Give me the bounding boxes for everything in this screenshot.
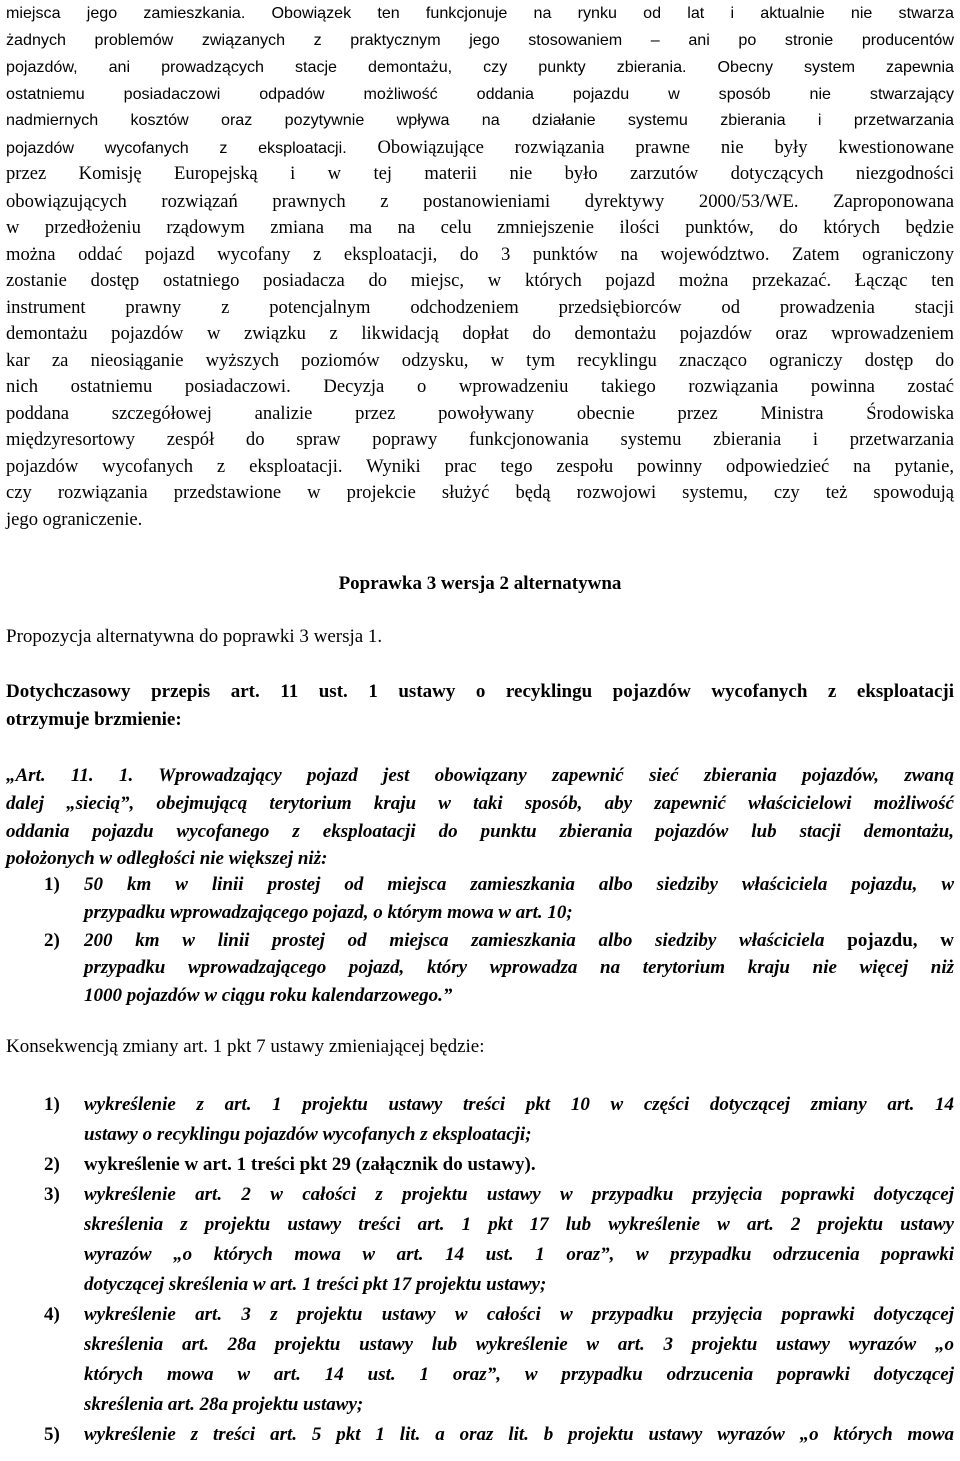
text-line: ostatniemu posiadaczowi odpadów możliwość oddania pojazdu w sposób nie stwarzający: [6, 84, 954, 103]
text-line: wykreślenie art. 2 w całości z projektu ustawy w przypadku przyjęcia poprawki dotyczącej: [84, 1184, 954, 1205]
item-number: 1): [44, 874, 60, 895]
text-line: skreślenia z projektu ustawy treści art. 1 pkt 17 lub wykreślenie w art. 2 projektu ustawy: [84, 1214, 954, 1235]
text-line: wyrazów „o których mowa w art. 14 ust. 1 oraz”, w przypadku odrzucenia poprawki: [84, 1244, 954, 1265]
text-line: Dotychczasowy przepis art. 11 ust. 1 ustawy o recyklingu pojazdów wycofanych z eksploatacji: [6, 681, 954, 702]
article-text: [6, 762, 954, 873]
text-line: nich ostatniemu posiadaczowi. Decyzja o wprowadzeniu takiego rozwiązania powinna zostać: [6, 376, 954, 397]
text-line: czy rozwiązania przedstawione w projekcie służyć będą rozwojowi systemu, czy też spowodują: [6, 482, 954, 503]
consequence-list: [6, 1090, 954, 1450]
text-fragment: 200 km w linii prostej od miejsca zamieszkania albo siedziby właściciela: [84, 929, 848, 951]
text-fragment: pojazdu,: [847, 929, 918, 951]
text-fragment: w: [917, 929, 954, 951]
text-line: zostanie dostęp ostatniego posiadacza do miejsc, w których pojazd można przekazać. Łącząc ten: [6, 270, 954, 291]
text-line: 1000 pojazdów w ciągu roku kalendarzowego.”: [84, 985, 453, 1007]
section-heading: [0, 571, 960, 597]
intro-paragraph: [6, 0, 954, 533]
text-line: demontażu pojazdów w związku z likwidacją dopłat do demontażu pojazdów oraz wprowadzeniem: [6, 323, 954, 344]
item-number: 4): [44, 1304, 60, 1325]
text-line: dalej „siecią”, obejmującą terytorium kraju w taki sposób, aby zapewnić właścicielowi możliwość: [6, 792, 954, 814]
list-item: [6, 871, 954, 927]
item-number: 3): [44, 1184, 60, 1205]
text-line: wykreślenie w art. 1 treści pkt 29 (załącznik do ustawy).: [84, 1154, 536, 1175]
consequence-intro: Konsekwencją zmiany art. 1 pkt 7 ustawy zmieniającej będzie:: [6, 1036, 485, 1057]
text-line: przypadku wprowadzającego pojazd, który wprowadza na terytorium kraju nie więcej niż: [84, 957, 954, 979]
text-line: wykreślenie z art. 1 projektu ustawy treści pkt 10 w części dotyczącej zmiany art. 14: [84, 1094, 954, 1115]
text-line: dotyczącej skreślenia w art. 1 treści pkt 17 projektu ustawy;: [84, 1274, 547, 1295]
list-item: [6, 1090, 954, 1150]
text-line: żadnych problemów związanych z praktycznym jego stosowaniem – ani po stronie producentów: [6, 30, 954, 49]
text-line: wykreślenie z treści art. 5 pkt 1 lit. a oraz lit. b projektu ustawy wyrazów „o których mowa: [84, 1424, 954, 1445]
list-item: [6, 1150, 954, 1180]
text-line: otrzymuje brzmienie:: [6, 709, 182, 730]
text-line: [6, 53, 954, 81]
item-number: 2): [44, 929, 60, 951]
text-fragment: pojazdów, ani prowadzących stacje demontażu, czy punkty zbierania.: [6, 58, 687, 76]
text-line: [84, 927, 954, 955]
text-line: kar za nieosiąganie wyższych poziomów odzysku, w tym recyklingu znacząco ograniczy dostęp do: [6, 349, 954, 371]
text-line: jego ograniczenie.: [6, 508, 143, 530]
text-line: 50 km w linii prostej od miejsca zamieszkania albo siedziby właściciela pojazdu, w: [84, 874, 954, 895]
text-line: oddania pojazdu wycofanego z eksploatacji do punktu zbierania pojazdów lub stacji demontażu,: [6, 820, 954, 842]
text-fragment: Obowiązujące rozwiązania prawne nie były kwestionowane: [346, 136, 954, 158]
text-fragment: obowiązujących rozwiązań prawnych z postanowieniami dyrektywy 2000/53/WE.: [6, 190, 799, 212]
text-line: ustawy o recyklingu pojazdów wycofanych z eksploatacji;: [84, 1124, 532, 1145]
heading-text: Poprawka 3 wersja 2 alternatywna: [338, 573, 622, 594]
text-line: w przedłożeniu rządowym zmiana ma na celu zmniejszenie ilości punktów, do których będzie: [6, 217, 954, 238]
list-item: [6, 927, 954, 1010]
text-line: przez Komisję Europejską i w tej materii nie było zarzutów dotyczących niezgodności: [6, 163, 954, 184]
text-line: nadmiernych kosztów oraz pozytywnie wpływa na działanie systemu zbierania i przetwarzania: [6, 111, 954, 129]
text-line: położonych w odległości nie większej niż:: [6, 848, 328, 870]
current-provision: [6, 678, 954, 734]
text-line: miejsca jego zamieszkania. Obowiązek ten funkcjonuje na rynku od lat i aktualnie nie stwarza: [6, 4, 954, 22]
text-line: skreślenia art. 28a projektu ustawy;: [84, 1394, 364, 1415]
text-line: [6, 134, 954, 162]
proposal-note: Propozycja alternatywna do poprawki 3 wersja 1.: [6, 626, 383, 647]
text-line: pojazdów wycofanych z eksploatacji. Wyniki prac tego zespołu powinny odpowiedzieć na pytanie,: [6, 455, 954, 477]
text-line: instrument prawny z potencjalnym odchodzeniem przedsiębiorców od prowadzenia stacji: [6, 296, 954, 318]
text-fragment: pojazdów wycofanych z eksploatacji.: [6, 138, 347, 157]
list-item: [6, 1300, 954, 1420]
text-line: międzyresortowy zespół do spraw poprawy funkcjonowania systemu zbierania i przetwarzania: [6, 429, 954, 450]
text-line: poddana szczegółowej analizie przez powoływany obecnie przez Ministra Środowiska: [6, 402, 954, 424]
text-line: skreślenia art. 28a projektu ustawy lub wykreślenie w art. 3 projektu ustawy wyrazów „o: [84, 1334, 954, 1355]
list-item: [6, 1180, 954, 1300]
text-line: wykreślenie art. 3 z projektu ustawy w całości w przypadku przyjęcia poprawki dotyczącej: [84, 1304, 954, 1325]
text-line: [6, 188, 954, 216]
list-item: [6, 1420, 954, 1450]
text-line: których mowa w art. 14 ust. 1 oraz”, w przypadku odrzucenia poprawki dotyczącej: [84, 1364, 954, 1385]
text-line: przypadku wprowadzającego pojazd, o którym mowa w art. 10;: [84, 901, 573, 923]
item-number: 5): [44, 1424, 60, 1445]
item-number: 2): [44, 1154, 60, 1175]
text-fragment: Zaproponowana: [798, 190, 954, 212]
text-line: „Art. 11. 1. Wprowadzający pojazd jest obowiązany zapewnić sieć zbierania pojazdów, zwaną: [6, 765, 954, 786]
text-line: można oddać pojazd wycofany z eksploatacji, do 3 punktów na województwo. Zatem ograniczony: [6, 243, 954, 265]
item-number: 1): [44, 1094, 60, 1115]
article-item-list: [6, 871, 954, 1010]
text-fragment: Obecny system zapewnia: [686, 58, 954, 76]
